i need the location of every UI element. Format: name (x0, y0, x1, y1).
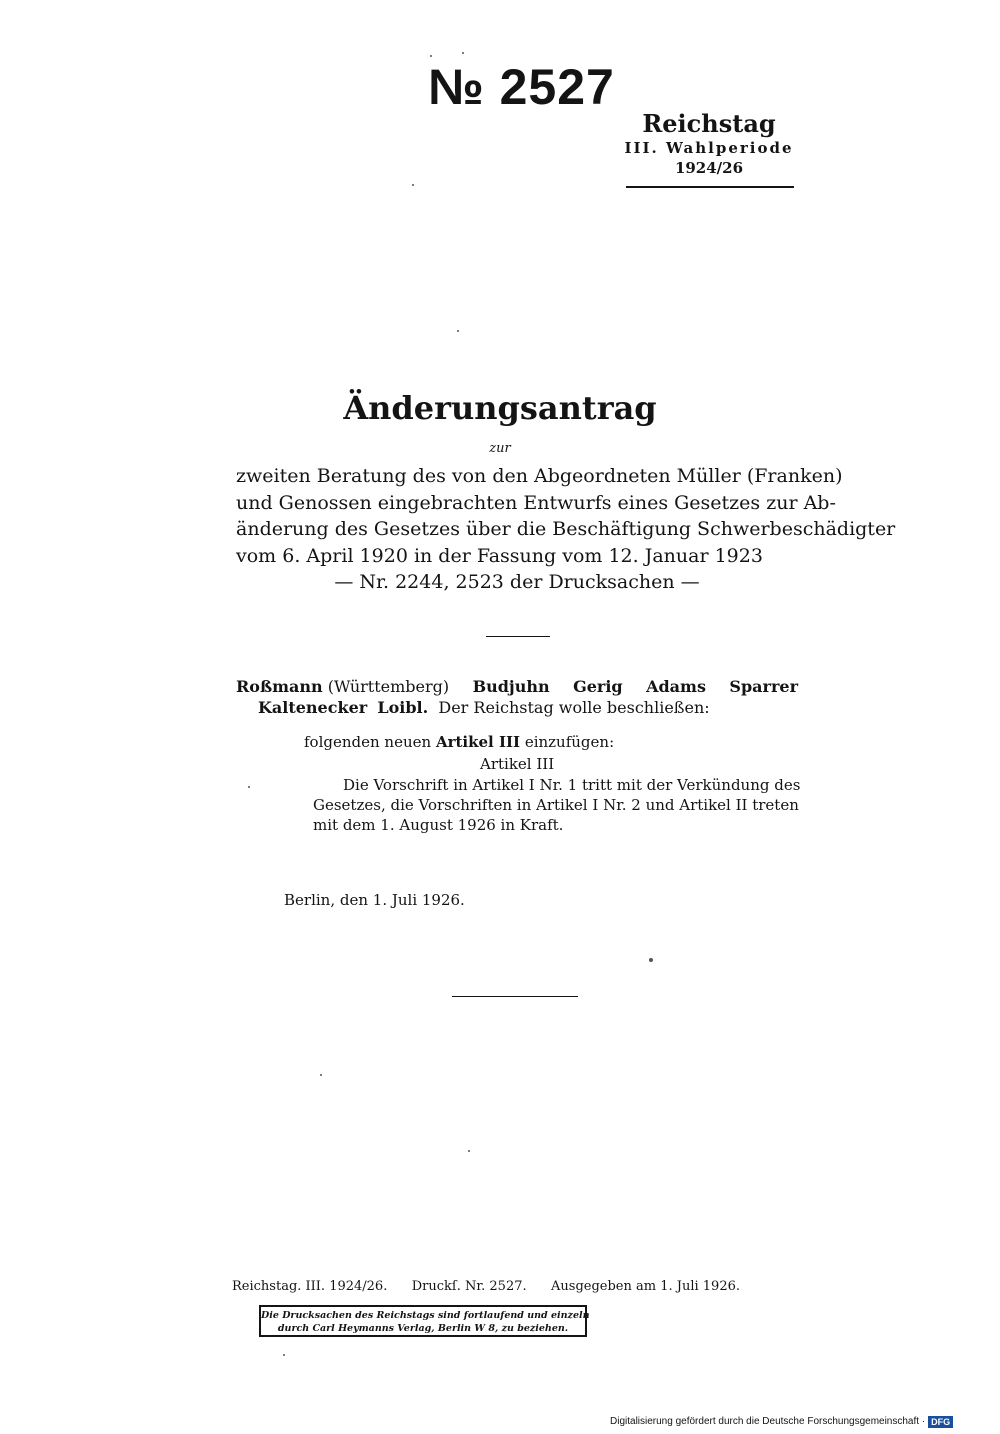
insert-instruction (304, 732, 614, 752)
footer-reichstag: Reichstag. III. 1924/26. (232, 1279, 388, 1294)
scan-speck (430, 55, 432, 57)
scan-speck (320, 1074, 322, 1076)
footer-issued: Ausgegeben am 1. Juli 1926. (551, 1279, 740, 1294)
signer-name: Kaltenecker (258, 698, 368, 717)
resolution-text: Der Reichstag wolle beschließen: (438, 698, 710, 717)
article-text (313, 775, 801, 835)
subject-line-3: änderung des Gesetzes über die Beschäftigung Schwerbeschädigter (236, 518, 896, 540)
article-line-1: Die Vorschrift in Artikel I Nr. 1 tritt mit der Verkündung des (343, 776, 801, 794)
document-title: Änderungsantrag (343, 389, 657, 427)
insert-article: Artikel III (435, 733, 521, 751)
signer-name: Loibl. (377, 698, 429, 717)
subject-line-4: vom 6. April 1920 in der Fassung vom 12. Januar 1923 (236, 544, 763, 567)
signer-name: Budjuhn (472, 677, 550, 696)
scan-speck (468, 1150, 470, 1152)
period-years: 1924/26 (674, 159, 744, 177)
scan-speck (457, 330, 459, 332)
scan-speck (412, 184, 414, 186)
subject-line-1: zweiten Beratung des von den Abgeordneten Müller (Franken) (236, 465, 843, 487)
dfg-logo-icon: DFG (928, 1416, 953, 1428)
digitization-credit (610, 1416, 953, 1428)
signer-name: Gerig (573, 677, 623, 696)
footer-imprint (232, 1278, 740, 1296)
article-heading: Artikel III (480, 755, 555, 773)
reichstag-label: Reichstag (642, 109, 776, 138)
reichstag-period-box (622, 110, 796, 178)
article-line-2: Gesetzes, die Vorschriften in Artikel I Nr. 2 und Artikel II treten (313, 796, 799, 814)
scan-speck (248, 786, 250, 788)
document-number: № 2527 (428, 59, 615, 115)
scan-speck (462, 52, 464, 54)
header-rule (626, 186, 794, 188)
article-line-3: mit dem 1. August 1926 in Kraft. (313, 816, 564, 834)
title-connector: zur (489, 441, 511, 456)
closing-divider (452, 996, 578, 997)
section-divider (486, 636, 550, 637)
place-date: Berlin, den 1. Juli 1926. (284, 891, 465, 909)
signer-name: Roßmann (236, 677, 323, 696)
signer-group-1 (236, 676, 449, 697)
signer-name: Sparrer (729, 677, 798, 696)
scan-speck (649, 958, 653, 962)
subject-paragraph (236, 463, 896, 596)
credit-text: Digitalisierung gefördert durch die Deutsche Forschungsgemeinschaft · (610, 1416, 926, 1427)
subject-line-5: — Nr. 2244, 2523 der Drucksachen — (334, 571, 700, 593)
publisher-line-1: Die Drucksachen des Reichstags sind fortlaufend und einzeln (261, 1310, 590, 1321)
publisher-line-2: durch Carl Heymanns Verlag, Berlin W 8, zu beziehen. (277, 1323, 569, 1334)
period-label: III. Wahlperiode (624, 139, 794, 157)
signer-note: (Württemberg) (327, 677, 450, 696)
scan-speck (283, 1354, 285, 1356)
publisher-notice (259, 1305, 590, 1337)
signer-name: Adams (646, 677, 706, 696)
insert-suffix: einzufügen: (524, 733, 615, 751)
insert-prefix: folgenden neuen (304, 733, 432, 751)
subject-line-2: und Genossen eingebrachten Entwurfs eines Gesetzes zur Ab- (236, 491, 836, 514)
signers-block (236, 676, 798, 718)
footer-druck: Druckſ. Nr. 2527. (411, 1279, 527, 1294)
